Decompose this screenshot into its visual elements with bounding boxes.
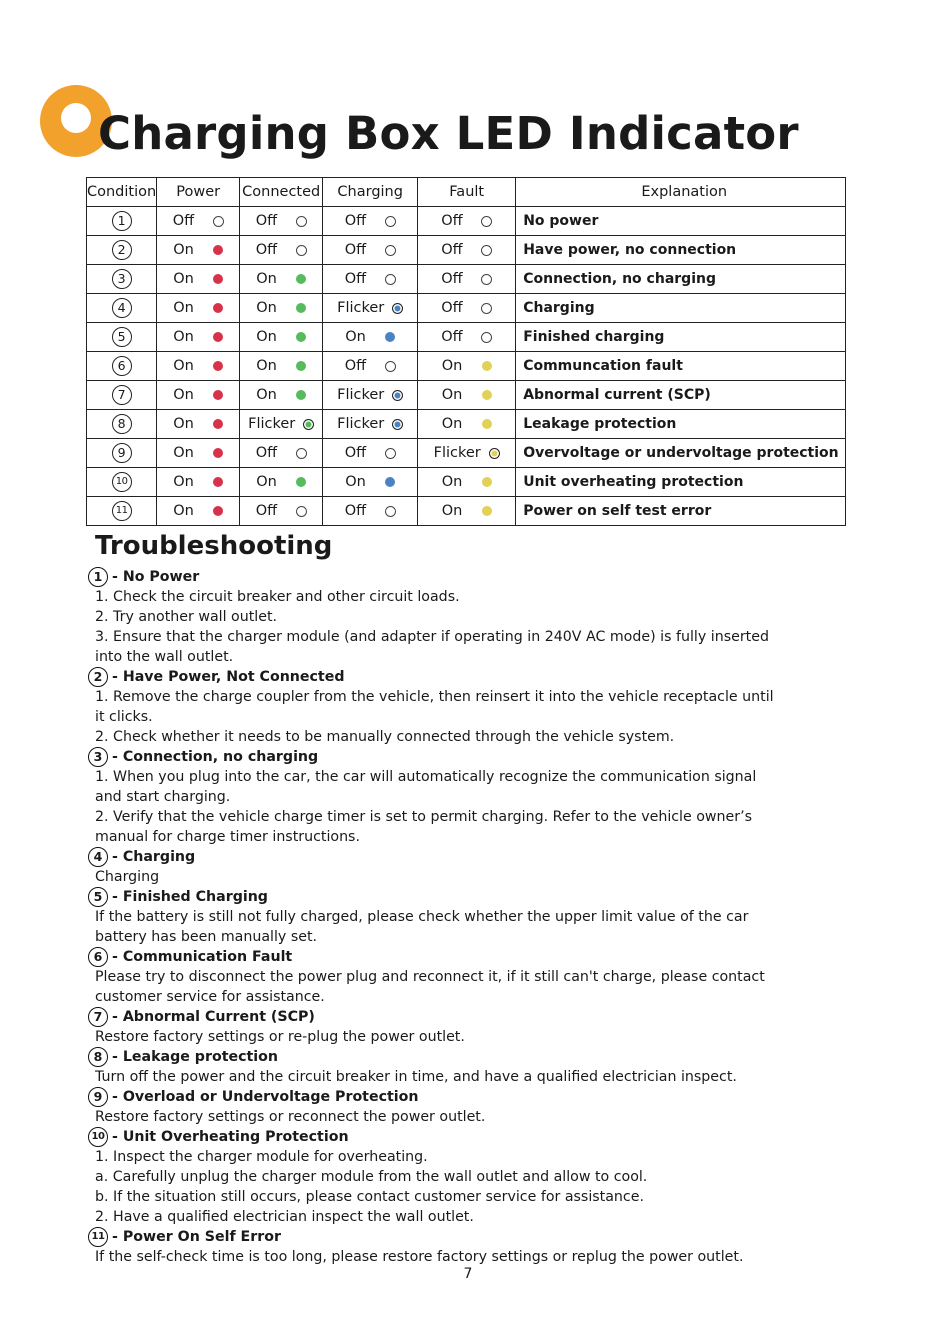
fault-status (418, 503, 515, 519)
connected-led-icon (296, 274, 306, 284)
condition-cell (87, 439, 157, 468)
fault-cell (418, 236, 516, 265)
fault-status (418, 329, 515, 345)
charging-status (323, 416, 417, 432)
fault-led-icon (489, 448, 500, 459)
power-cell (157, 352, 240, 381)
explanation-cell: Have power, no connection (516, 236, 846, 265)
power-led-icon (213, 274, 223, 284)
power-state-label: On (173, 416, 194, 432)
condition-cell (87, 265, 157, 294)
section-heading (88, 567, 878, 587)
charging-led-icon (385, 332, 395, 342)
charging-cell (323, 497, 418, 526)
power-led-icon (213, 361, 223, 371)
condition-number: 5 (112, 327, 132, 347)
power-status (157, 213, 239, 229)
charging-led-icon (385, 216, 396, 227)
page-title: Charging Box LED Indicator (98, 107, 799, 160)
table-row (87, 236, 846, 265)
connected-cell (240, 265, 323, 294)
fault-status (418, 474, 515, 490)
connected-led-icon (296, 332, 306, 342)
explanation-cell: Abnormal current (SCP) (516, 381, 846, 410)
fault-led-icon (482, 506, 492, 516)
section-number: 11 (88, 1227, 108, 1247)
section-title: - Abnormal Current (SCP) (112, 1009, 315, 1025)
section-number: 4 (88, 847, 108, 867)
explanation-cell: Connection, no charging (516, 265, 846, 294)
section-line: 1. When you plug into the car, the car will automatically recognize the communication signal (95, 769, 757, 785)
section-heading (88, 1047, 878, 1067)
section-title: - Charging (112, 849, 196, 865)
power-status (157, 300, 239, 316)
section-line: If the battery is still not fully charged, please check whether the upper limit value of the car (95, 909, 749, 925)
fault-state-label: On (441, 387, 463, 403)
power-cell (157, 207, 240, 236)
section-number: 8 (88, 1047, 108, 1067)
charging-status (323, 213, 417, 229)
power-led-icon (213, 506, 223, 516)
explanation-cell: Power on self test error (516, 497, 846, 526)
fault-state-label: Off (441, 271, 463, 287)
fault-led-icon (481, 274, 492, 285)
charging-status (323, 329, 417, 345)
power-state-label: On (173, 329, 194, 345)
charging-state-label: Flicker (337, 300, 385, 316)
connected-led-icon (296, 303, 306, 313)
connected-status (240, 416, 322, 432)
connected-state-label: On (256, 358, 277, 374)
power-led-icon (213, 303, 223, 313)
connected-state-label: On (256, 474, 277, 490)
section-heading (88, 887, 878, 907)
charging-state-label: Flicker (337, 416, 385, 432)
charging-cell (323, 236, 418, 265)
power-led-icon (213, 419, 223, 429)
fault-led-icon (482, 419, 492, 429)
power-state-label: On (173, 387, 194, 403)
power-state-label: Off (172, 213, 195, 229)
charging-led-icon (392, 419, 403, 430)
fault-state-label: Off (441, 213, 463, 229)
fault-status (418, 445, 515, 461)
power-cell (157, 381, 240, 410)
fault-cell (418, 323, 516, 352)
connected-cell (240, 294, 323, 323)
charging-led-icon (385, 274, 396, 285)
led-indicator-table (86, 177, 846, 526)
section-heading (88, 1227, 878, 1247)
connected-status (240, 300, 322, 316)
connected-led-icon (296, 245, 307, 256)
connected-state-label: On (256, 271, 277, 287)
power-status (157, 242, 239, 258)
connected-led-icon (296, 390, 306, 400)
connected-cell (240, 439, 323, 468)
condition-number: 4 (112, 298, 132, 318)
table-row (87, 410, 846, 439)
fault-state-label: On (441, 416, 463, 432)
connected-state-label: Off (255, 242, 278, 258)
table-row (87, 294, 846, 323)
charging-cell (323, 265, 418, 294)
section-number: 6 (88, 947, 108, 967)
section-number: 10 (88, 1127, 108, 1147)
condition-number: 7 (112, 385, 132, 405)
section-heading (88, 1007, 878, 1027)
fault-state-label: On (441, 474, 463, 490)
section-line: 2. Try another wall outlet. (95, 609, 278, 625)
connected-led-icon (303, 419, 314, 430)
power-status (157, 416, 239, 432)
fault-cell (418, 410, 516, 439)
power-cell (157, 294, 240, 323)
charging-led-icon (392, 390, 403, 401)
fault-status (418, 300, 515, 316)
fault-led-icon (481, 245, 492, 256)
connected-status (240, 242, 322, 258)
section-heading (88, 667, 878, 687)
fault-state-label: Flicker (433, 445, 481, 461)
power-cell (157, 439, 240, 468)
section-title: - Unit Overheating Protection (112, 1129, 349, 1145)
connected-cell (240, 323, 323, 352)
section-number: 7 (88, 1007, 108, 1027)
power-cell (157, 410, 240, 439)
explanation-cell: Charging (516, 294, 846, 323)
charging-led-icon (385, 361, 396, 372)
condition-number: 2 (112, 240, 132, 260)
connected-status (240, 387, 322, 403)
connected-status (240, 271, 322, 287)
charging-cell (323, 468, 418, 497)
fault-state-label: Off (441, 329, 463, 345)
section-number: 1 (88, 567, 108, 587)
header-condition: Condition (87, 178, 157, 207)
connected-status (240, 329, 322, 345)
condition-cell (87, 207, 157, 236)
fault-led-icon (482, 390, 492, 400)
table-row (87, 497, 846, 526)
explanation-cell: No power (516, 207, 846, 236)
connected-led-icon (296, 506, 307, 517)
fault-state-label: On (441, 358, 463, 374)
header-fault: Fault (418, 178, 516, 207)
fault-status (418, 213, 515, 229)
table-row (87, 207, 846, 236)
section-number: 5 (88, 887, 108, 907)
connected-cell (240, 207, 323, 236)
power-cell (157, 497, 240, 526)
section-title: - Connection, no charging (112, 749, 319, 765)
condition-number: 10 (112, 472, 132, 492)
table-row (87, 381, 846, 410)
power-state-label: On (173, 271, 194, 287)
connected-cell (240, 497, 323, 526)
power-state-label: On (173, 300, 194, 316)
section-line: 1. Remove the charge coupler from the vehicle, then reinsert it into the vehicle receptacle until (95, 689, 774, 705)
table-row (87, 352, 846, 381)
power-status (157, 445, 239, 461)
section-title: - Have Power, Not Connected (112, 669, 345, 685)
power-status (157, 358, 239, 374)
power-led-icon (213, 390, 223, 400)
fault-led-icon (482, 361, 492, 371)
section-heading (88, 1087, 878, 1107)
fault-led-icon (482, 477, 492, 487)
section-line: customer service for assistance. (95, 989, 325, 1005)
charging-state-label: Off (344, 271, 367, 287)
charging-cell (323, 410, 418, 439)
connected-cell (240, 236, 323, 265)
section-line: Turn off the power and the circuit breaker in time, and have a qualified electrician inspect. (95, 1069, 737, 1085)
connected-status (240, 358, 322, 374)
charging-status (323, 358, 417, 374)
connected-status (240, 474, 322, 490)
charging-state-label: Off (344, 213, 367, 229)
fault-status (418, 416, 515, 432)
charging-state-label: Off (344, 358, 367, 374)
charging-led-icon (385, 448, 396, 459)
connected-cell (240, 468, 323, 497)
header-explanation: Explanation (516, 178, 846, 207)
header-connected: Connected (240, 178, 323, 207)
charging-status (323, 300, 417, 316)
connected-led-icon (296, 477, 306, 487)
connected-state-label: On (256, 300, 277, 316)
table-row (87, 468, 846, 497)
section-line: Charging (95, 869, 160, 885)
power-led-icon (213, 216, 224, 227)
section-line: battery has been manually set. (95, 929, 318, 945)
explanation-cell: Leakage protection (516, 410, 846, 439)
section-line: If the self-check time is too long, please restore factory settings or replug the power outlet. (95, 1249, 744, 1265)
fault-state-label: Off (441, 300, 463, 316)
power-state-label: On (173, 242, 194, 258)
fault-cell (418, 265, 516, 294)
section-heading (88, 747, 878, 767)
charging-cell (323, 352, 418, 381)
charging-status (323, 445, 417, 461)
condition-number: 11 (112, 501, 132, 521)
power-state-label: On (173, 474, 194, 490)
charging-status (323, 474, 417, 490)
fault-status (418, 358, 515, 374)
section-line: 3. Ensure that the charger module (and adapter if operating in 240V AC mode) is fully inserted (95, 629, 769, 645)
section-title: - Finished Charging (112, 889, 268, 905)
section-line: and start charging. (95, 789, 231, 805)
charging-state-label: On (345, 329, 366, 345)
charging-status (323, 271, 417, 287)
fault-cell (418, 497, 516, 526)
section-number: 2 (88, 667, 108, 687)
section-title: - Leakage protection (112, 1049, 278, 1065)
charging-led-icon (385, 477, 395, 487)
charging-led-icon (385, 245, 396, 256)
charging-status (323, 503, 417, 519)
troubleshooting-list (88, 567, 878, 1267)
section-line: 2. Verify that the vehicle charge timer is set to permit charging. Refer to the vehicle owner’s (95, 809, 752, 825)
section-line: b. If the situation still occurs, please contact customer service for assistance. (95, 1189, 644, 1205)
charging-state-label: On (345, 474, 366, 490)
condition-cell (87, 468, 157, 497)
explanation-cell: Unit overheating protection (516, 468, 846, 497)
connected-state-label: On (256, 329, 277, 345)
condition-cell (87, 410, 157, 439)
power-status (157, 329, 239, 345)
condition-number: 1 (112, 211, 132, 231)
charging-cell (323, 323, 418, 352)
table-row (87, 323, 846, 352)
power-state-label: On (173, 358, 194, 374)
power-cell (157, 468, 240, 497)
charging-status (323, 387, 417, 403)
charging-state-label: Flicker (337, 387, 385, 403)
page-number: 7 (463, 1266, 473, 1282)
charging-cell (323, 294, 418, 323)
connected-state-label: On (256, 387, 277, 403)
power-cell (157, 265, 240, 294)
power-led-icon (213, 245, 223, 255)
condition-cell (87, 294, 157, 323)
connected-state-label: Off (255, 503, 278, 519)
connected-status (240, 213, 322, 229)
condition-number: 6 (112, 356, 132, 376)
section-line: Restore factory settings or reconnect the power outlet. (95, 1109, 486, 1125)
condition-cell (87, 381, 157, 410)
power-state-label: On (173, 503, 194, 519)
condition-number: 8 (112, 414, 132, 434)
table-header-row (87, 178, 846, 207)
connected-cell (240, 381, 323, 410)
condition-cell (87, 236, 157, 265)
section-heading (88, 847, 878, 867)
section-line: into the wall outlet. (95, 649, 234, 665)
section-line: Please try to disconnect the power plug and reconnect it, if it still can't charge, please contact (95, 969, 765, 985)
charging-led-icon (392, 303, 403, 314)
section-line: 2. Check whether it needs to be manually connected through the vehicle system. (95, 729, 675, 745)
power-cell (157, 236, 240, 265)
table-row (87, 439, 846, 468)
power-cell (157, 323, 240, 352)
power-led-icon (213, 332, 223, 342)
condition-cell (87, 497, 157, 526)
condition-cell (87, 323, 157, 352)
connected-status (240, 503, 322, 519)
connected-state-label: Off (255, 213, 278, 229)
table-body (87, 207, 846, 526)
power-led-icon (213, 477, 223, 487)
condition-cell (87, 352, 157, 381)
condition-number: 3 (112, 269, 132, 289)
fault-status (418, 387, 515, 403)
connected-led-icon (296, 216, 307, 227)
power-status (157, 271, 239, 287)
charging-state-label: Off (344, 242, 367, 258)
charging-led-icon (385, 506, 396, 517)
connected-state-label: Flicker (248, 416, 296, 432)
fault-led-icon (481, 303, 492, 314)
section-heading (88, 947, 878, 967)
section-line: a. Carefully unplug the charger module from the wall outlet and allow to cool. (95, 1169, 648, 1185)
section-heading (88, 1127, 878, 1147)
condition-number: 9 (112, 443, 132, 463)
header-charging: Charging (323, 178, 418, 207)
section-title: - Overload or Undervoltage Protection (112, 1089, 419, 1105)
power-status (157, 503, 239, 519)
explanation-cell: Overvoltage or undervoltage protection (516, 439, 846, 468)
charging-cell (323, 439, 418, 468)
connected-cell (240, 410, 323, 439)
charging-state-label: Off (344, 445, 367, 461)
power-status (157, 474, 239, 490)
connected-state-label: Off (255, 445, 278, 461)
section-title: - No Power (112, 569, 200, 585)
fault-led-icon (481, 332, 492, 343)
troubleshooting-heading: Troubleshooting (95, 531, 333, 561)
charging-status (323, 242, 417, 258)
section-line: it clicks. (95, 709, 153, 725)
fault-state-label: Off (441, 242, 463, 258)
header-power: Power (157, 178, 240, 207)
connected-status (240, 445, 322, 461)
section-line: manual for charge timer instructions. (95, 829, 360, 845)
explanation-cell: Communcation fault (516, 352, 846, 381)
section-line: Restore factory settings or re-plug the power outlet. (95, 1029, 465, 1045)
charging-cell (323, 207, 418, 236)
fault-cell (418, 468, 516, 497)
explanation-cell: Finished charging (516, 323, 846, 352)
power-status (157, 387, 239, 403)
fault-cell (418, 207, 516, 236)
section-title: - Communication Fault (112, 949, 293, 965)
fault-cell (418, 381, 516, 410)
power-state-label: On (173, 445, 194, 461)
fault-status (418, 271, 515, 287)
fault-cell (418, 294, 516, 323)
connected-cell (240, 352, 323, 381)
fault-status (418, 242, 515, 258)
fault-cell (418, 439, 516, 468)
fault-state-label: On (441, 503, 463, 519)
connected-led-icon (296, 448, 307, 459)
connected-led-icon (296, 361, 306, 371)
section-title: - Power On Self Error (112, 1229, 281, 1245)
charging-state-label: Off (344, 503, 367, 519)
section-line: 1. Inspect the charger module for overheating. (95, 1149, 428, 1165)
fault-led-icon (481, 216, 492, 227)
section-line: 1. Check the circuit breaker and other circuit loads. (95, 589, 460, 605)
power-led-icon (213, 448, 223, 458)
section-number: 3 (88, 747, 108, 767)
table-row (87, 265, 846, 294)
fault-cell (418, 352, 516, 381)
charging-cell (323, 381, 418, 410)
section-number: 9 (88, 1087, 108, 1107)
section-line: 2. Have a qualified electrician inspect the wall outlet. (95, 1209, 474, 1225)
